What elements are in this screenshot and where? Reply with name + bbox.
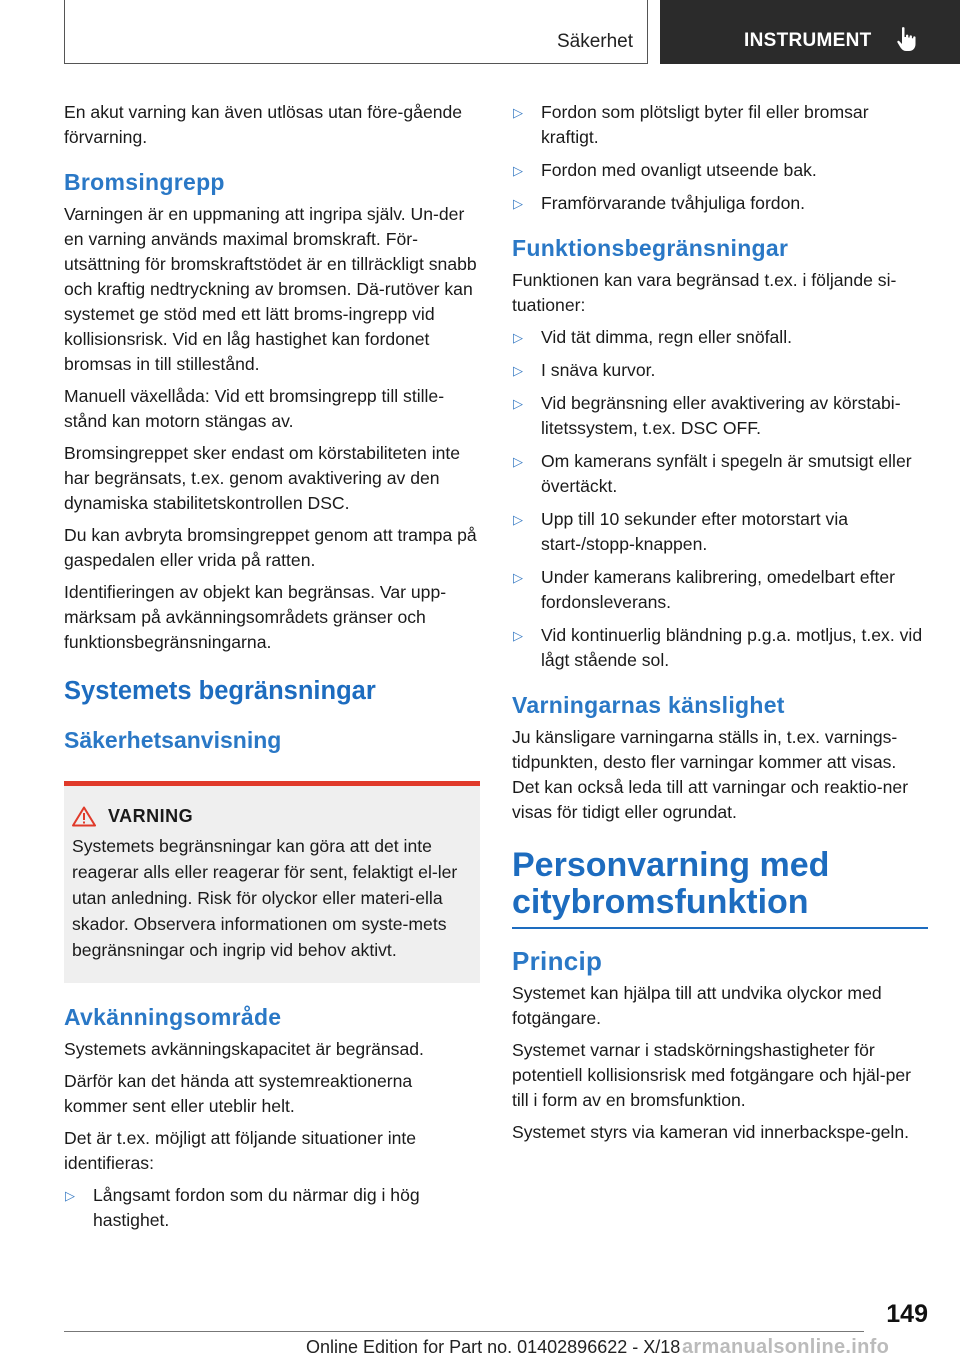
bullet-triangle-icon: ▷ [513, 330, 523, 345]
list-item: ▷ Fordon med ovanligt utseende bak. [512, 158, 928, 183]
principle-heading: Princip [512, 945, 603, 976]
principle-paragraph: Systemet varnar i stadskörningshastigheter för potentiell kollisionsrisk med fotgängare och hjäl-per till i form av en bromsfunktion. [512, 1039, 912, 1110]
range-paragraph: Systemets avkänningskapacitet är begränsad. [64, 1039, 424, 1059]
bullet-triangle-icon: ▷ [513, 512, 523, 527]
brake-heading: Bromsingrepp [64, 169, 225, 195]
bullet-triangle-icon: ▷ [65, 1188, 75, 1203]
limits-heading: Systemets begränsningar [64, 677, 376, 705]
range-heading: Avkänningsområde [64, 1004, 282, 1030]
header-section-title: Säkerhet [556, 31, 633, 52]
principle-paragraph: Systemet styrs via kameran vid innerbackspe-geln. [512, 1121, 910, 1142]
bullet-triangle-icon: ▷ [513, 396, 523, 411]
function-limits-intro: Funktionen kan vara begränsad t.ex. i följande si-tuationer: [512, 270, 897, 315]
bullet-triangle-icon: ▷ [513, 363, 523, 378]
brake-paragraph: Varningen är en uppmaning att ingripa själv. Un-der en varning används maximal bromskraft. För-utsättning för bromskraftstödet är en tillräckligt snabb och kraftig nedtryckning av bromsen. Dä-rutöver kan systemet ge stöd med ett lätt broms-ingrepp vid kollisionsrisk. Vid en låg hastighet kan fordonet bromsas in till stillestånd. [64, 204, 477, 374]
bullet-triangle-icon: ▷ [513, 196, 523, 211]
range-paragraph: Det är t.ex. möjligt att följande situationer inte identifieras: [64, 1128, 417, 1173]
chapter-heading-rule [512, 927, 928, 929]
header-section-tab [64, 0, 648, 64]
warning-box [64, 781, 480, 983]
list-item: ▷ Vid kontinuerlig bländning p.g.a. motljus, t.ex. vid lågt stående sol. [513, 625, 923, 670]
range-paragraph: Därför kan det hända att systemreaktionerna kommer sent eller uteblir helt. [64, 1071, 413, 1116]
brake-paragraph: Bromsingreppet sker endast om körstabiliteten inte har begränsats, t.ex. genom avaktivering av den dynamiska stabilitetskontrollen DSC. [64, 443, 461, 513]
list-item: ▷ I snäva kurvor. [512, 358, 928, 383]
list-item: ▷ Fordon som plötsligt byter fil eller bromsar kraftigt. [513, 102, 869, 147]
list-item: ▷ Om kamerans synfält i spegeln är smutsigt eller övertäckt. [513, 451, 912, 496]
warning-title: VARNING [108, 806, 194, 826]
list-item: ▷ Vid begränsning eller avaktivering av körstabi-litetssystem, t.ex. DSC OFF. [513, 393, 901, 438]
function-limits-heading: Funktionsbegränsningar [512, 235, 789, 261]
left-column [64, 100, 480, 1241]
bullet-triangle-icon: ▷ [513, 628, 523, 643]
list-item: ▷ Upp till 10 sekunder efter motorstart via start-/stopp-knappen. [513, 509, 849, 554]
bullet-triangle-icon: ▷ [513, 105, 523, 120]
intro-paragraph: En akut varning kan även utlösas utan före-gående förvarning. [64, 102, 463, 147]
warning-text: Systemets begränsningar kan göra att det inte reagerar alls eller reagerar för sent, felaktigt el-ler utan anledning. Risk för olyckor eller materi-ella skador. Observera informationen om syste-mets begränsningar och ingrip vid behov aktivt. [72, 836, 458, 960]
sensitivity-heading: Varningarnas känslighet [512, 692, 785, 718]
sensitivity-paragraph: Ju känsligare varningarna ställs in, t.ex. varnings-tidpunkten, desto fler varningar kommer att visas. Det kan också leda till att varningar och reaktio-ner visas för tidigt eller ogrundat. [512, 727, 909, 822]
brake-paragraph: Identifieringen av objekt kan begränsas. Var upp-märksam på avkänningsområdets gränser och funktionsbegränsningarna. [64, 582, 447, 652]
principle-paragraph: Systemet kan hjälpa till att undvika olyckor med fotgängare. [512, 982, 882, 1028]
warning-triangle-icon [72, 806, 96, 827]
list-item: ▷ Långsamt fordon som du närmar dig i hög hastighet. [65, 1185, 420, 1230]
header-chapter-tab [660, 0, 960, 64]
right-column [512, 100, 928, 1152]
header-chapter-title: INSTRUMENT [744, 30, 872, 51]
bullet-triangle-icon: ▷ [513, 570, 523, 585]
brake-paragraph: Du kan avbryta bromsingreppet genom att trampa på gaspedalen eller vrida på ratten. [64, 525, 477, 570]
footer-watermark: armanualsonline.info [682, 1336, 890, 1358]
bullet-triangle-icon: ▷ [513, 454, 523, 469]
list-item: ▷ Vid tät dimma, regn eller snöfall. [512, 325, 928, 350]
page-number: 149 [886, 1300, 928, 1328]
list-item: ▷ Under kamerans kalibrering, omedelbart efter fordonsleverans. [513, 567, 895, 612]
pointing-hand-icon [896, 26, 918, 52]
brake-paragraph: Manuell växellåda: Vid ett bromsingrepp till stille-stånd kan motorn stängas av. [64, 386, 445, 431]
list-item: ▷ Framförvarande tvåhjuliga fordon. [512, 191, 928, 216]
footer-divider [64, 1331, 864, 1332]
bullet-triangle-icon: ▷ [513, 163, 523, 178]
chapter-heading: Personvarning med citybromsfunktion [512, 846, 830, 921]
footer-edition: Online Edition for Part no. 01402896622 - X/18 [306, 1337, 681, 1357]
safety-heading: Säkerhetsanvisning [64, 727, 282, 753]
